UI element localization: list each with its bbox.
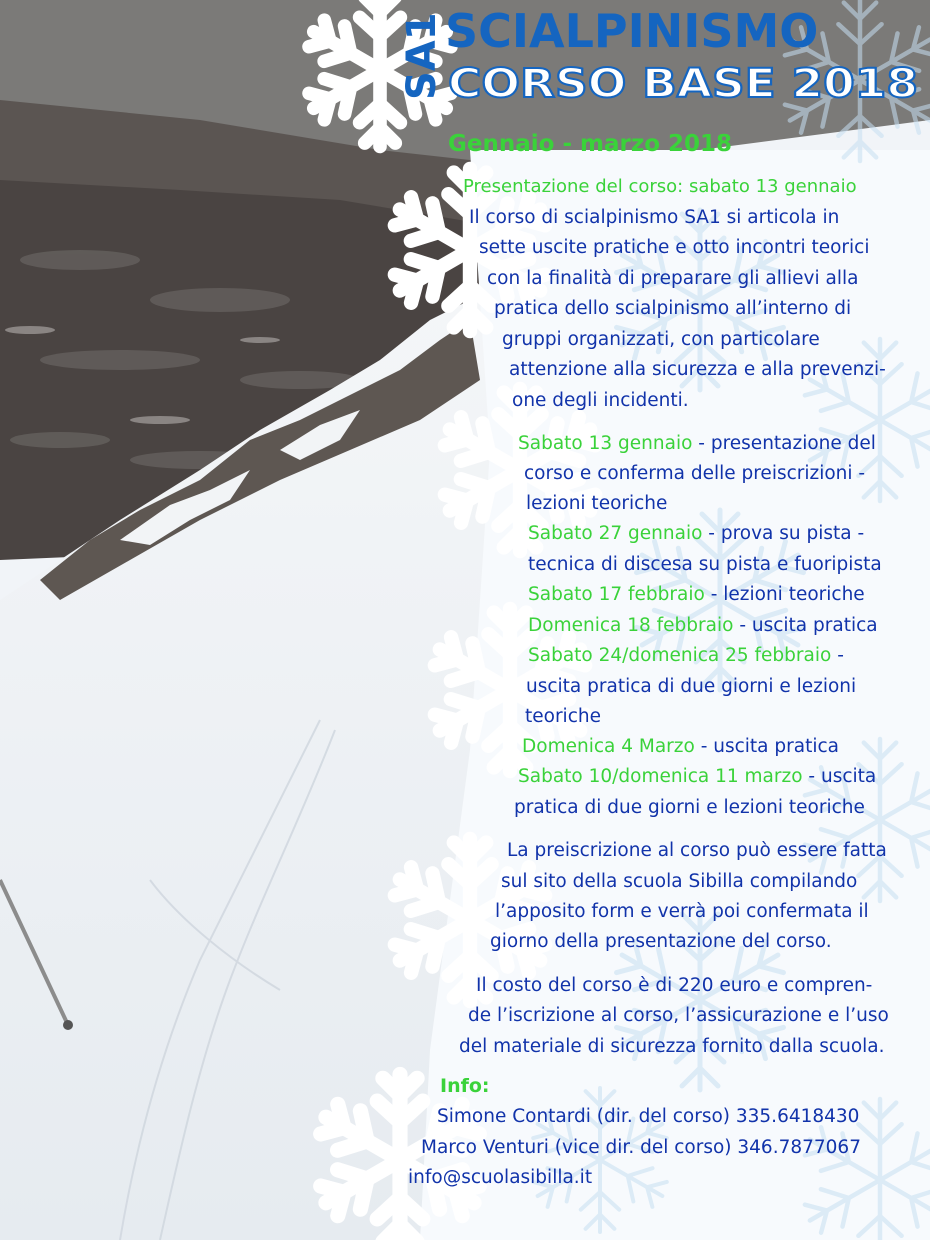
intro-line: sette uscite pratiche e otto incontri teorici bbox=[479, 237, 870, 258]
registration-line: sul sito della scuola Sibilla compilando bbox=[501, 871, 858, 892]
page-subtitle bbox=[446, 55, 926, 107]
intro-line: con la finalità di preparare gli allievi alla bbox=[487, 268, 859, 289]
schedule-item bbox=[528, 611, 878, 642]
schedule-date: Sabato 17 febbraio bbox=[528, 584, 705, 605]
schedule-desc: - bbox=[831, 645, 844, 666]
presentation-date: Presentazione del corso: sabato 13 gennaio bbox=[463, 176, 857, 197]
contact-email[interactable]: info@scuolasibilla.it bbox=[408, 1167, 593, 1188]
schedule-desc: - lezioni teoriche bbox=[704, 584, 865, 605]
schedule-item bbox=[528, 519, 864, 550]
schedule-item bbox=[528, 641, 844, 672]
intro-line: gruppi organizzati, con particolare bbox=[502, 329, 820, 350]
schedule-desc: lezioni teoriche bbox=[526, 493, 668, 514]
registration-line: giorno della presentazione del corso. bbox=[490, 931, 832, 952]
schedule-date: Sabato 24/domenica 25 febbraio bbox=[528, 645, 832, 666]
intro-line: one degli incidenti. bbox=[512, 390, 689, 411]
intro-line: pratica dello scialpinismo all’interno di bbox=[494, 298, 852, 319]
schedule-item bbox=[518, 429, 876, 460]
schedule-desc: tecnica di discesa su pista e fuoripista bbox=[528, 554, 882, 575]
intro-line: Il corso di scialpinismo SA1 si articola in bbox=[469, 207, 840, 228]
schedule-desc: uscita pratica di due giorni e lezioni bbox=[526, 676, 857, 697]
schedule-item bbox=[522, 732, 839, 763]
schedule-desc: - prova su pista - bbox=[702, 523, 865, 544]
contact-line: Simone Contardi (dir. del corso) 335.6418430 bbox=[437, 1106, 860, 1127]
contact-line: Marco Venturi (vice dir. del corso) 346.7877067 bbox=[421, 1137, 861, 1158]
schedule-desc: - uscita pratica bbox=[733, 615, 878, 636]
schedule-desc: teoriche bbox=[525, 706, 601, 727]
schedule-date: Sabato 10/domenica 11 marzo bbox=[518, 766, 803, 787]
course-period: Gennaio - marzo 2018 bbox=[448, 131, 733, 157]
schedule-date: Sabato 13 gennaio bbox=[518, 433, 693, 454]
schedule-date: Domenica 4 Marzo bbox=[522, 736, 695, 757]
schedule-desc: - uscita pratica bbox=[694, 736, 839, 757]
page-title: SCIALPINISMO bbox=[445, 4, 819, 58]
svg-text:CORSO BASE 2018: CORSO BASE 2018 bbox=[448, 61, 918, 107]
schedule-item bbox=[528, 580, 865, 611]
registration-line: l’apposito form e verrà poi confermata il bbox=[495, 901, 869, 922]
svg-text:SA1: SA1 bbox=[399, 12, 445, 100]
schedule-desc: - presentazione del bbox=[692, 433, 876, 454]
schedule-desc: corso e conferma delle preiscrizioni - bbox=[524, 463, 866, 484]
intro-line: attenzione alla sicurezza e alla prevenzi- bbox=[509, 359, 886, 380]
schedule-date: Domenica 18 febbraio bbox=[528, 615, 734, 636]
schedule-desc: pratica di due giorni e lezioni teoriche bbox=[514, 797, 865, 818]
schedule-desc: - uscita bbox=[802, 766, 877, 787]
info-label: Info: bbox=[440, 1075, 490, 1097]
schedule-item bbox=[518, 762, 876, 793]
registration-line: La preiscrizione al corso può essere fatta bbox=[507, 840, 887, 861]
sa1-badge bbox=[395, 10, 445, 100]
cost-line: Il costo del corso è di 220 euro e compren- bbox=[476, 975, 873, 996]
schedule-date: Sabato 27 gennaio bbox=[528, 523, 703, 544]
cost-line: de l’iscrizione al corso, l’assicurazione e l’uso bbox=[468, 1005, 889, 1026]
cost-line: del materiale di sicurezza fornito dalla scuola. bbox=[459, 1036, 885, 1057]
